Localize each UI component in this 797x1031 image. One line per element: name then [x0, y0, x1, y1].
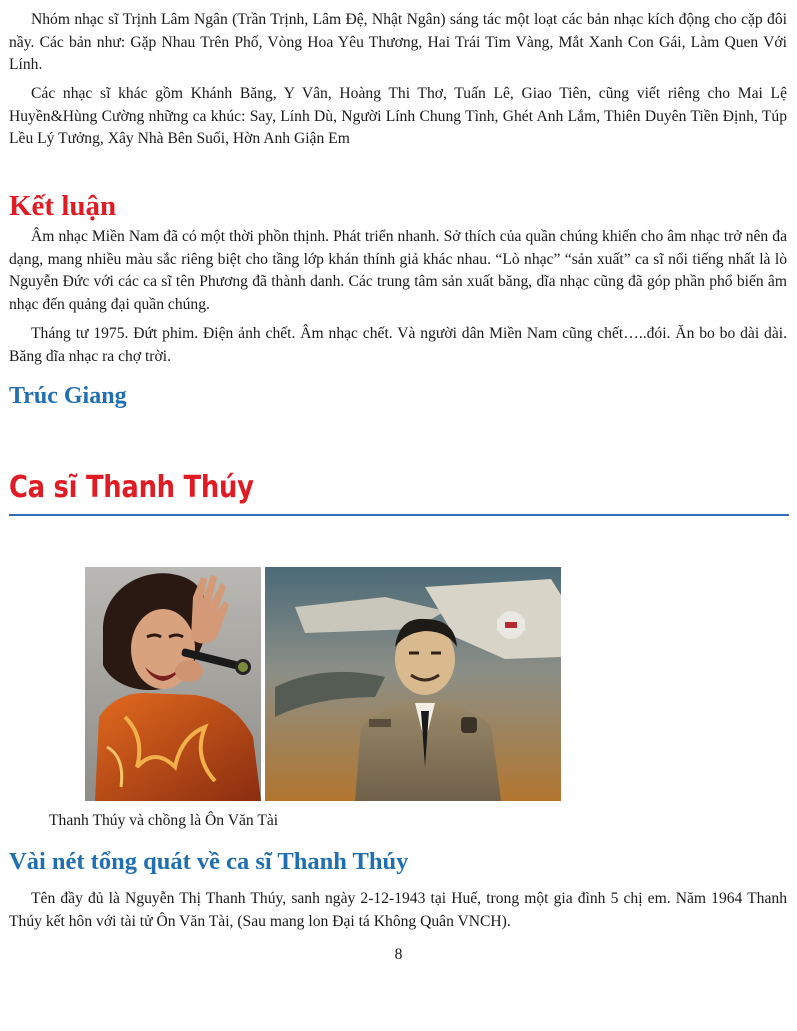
section-heading: Vài nét tổng quát về ca sĩ Thanh Thúy	[9, 848, 409, 875]
singer-photo-icon	[85, 567, 261, 801]
officer-photo-icon	[265, 567, 561, 801]
paragraph-other-composers: Các nhạc sĩ khác gồm Khánh Băng, Y Vân, Hoàng Thi Thơ, Tuấn Lê, Giao Tiên, cũng viết riêng cho Mai Lệ Huyền&Hùng Cường những ca khúc: Say, Lính Dù, Người Lính Chung Tình, Ghét Anh Lắm, Thiên Duyên Tiền Định, Túp Lều Lý Tưởng, Xây Nhà Bên Suối, Hờn Anh Giận Em	[9, 85, 787, 147]
paragraph-conclusion-2: Tháng tư 1975. Đứt phim. Điện ảnh chết. Âm nhạc chết. Và người dân Miền Nam cũng chết…..đói. Ăn bo bo dài dài. Băng dĩa nhạc ra chợ trời.	[9, 325, 787, 365]
paragraph-conclusion-1: Âm nhạc Miền Nam đã có một thời phồn thịnh. Phát triển nhanh. Sở thích của quần chúng khiến cho âm nhạc trở nên đa dạng, mang nhiều màu sắc riêng biệt cho tầng lớp khán thính giả khác nhau. “Lò nhạc” “sản xuất” ca sĩ nổi tiếng nhất là lò Nguyễn Đức với các ca sĩ tên Phương đã thành danh. Các trung tâm sản xuất băng, dĩa nhạc cũng đã góp phần phổ biến âm nhạc đến quảng đại quần chúng.	[9, 228, 787, 313]
author-name: Trúc Giang	[9, 383, 127, 409]
chapter-title: Ca sĩ Thanh Thúy	[9, 470, 254, 505]
photo-caption: Thanh Thúy và chồng là Ôn Văn Tài	[49, 812, 279, 829]
conclusion-heading: Kết luận	[9, 190, 117, 222]
page-number: 8	[394, 946, 403, 963]
title-underline	[9, 514, 789, 516]
paragraph-trinh-lam-ngan: Nhóm nhạc sĩ Trịnh Lâm Ngân (Trần Trịnh, Lâm Đệ, Nhật Ngân) sáng tác một loạt các bản nhạc kích động cho cặp đôi nầy. Các bản như: Gặp Nhau Trên Phố, Vòng Hoa Yêu Thương, Hai Trái Tim Vàng, Mắt Xanh Con Gái, Làm Quen Với Lính.	[9, 11, 787, 73]
paragraph-biography: Tên đầy đủ là Nguyễn Thị Thanh Thúy, sanh ngày 2-12-1943 tại Huế, trong một gia đình 5 chị em. Năm 1964 Thanh Thúy kết hôn với tài tử Ôn Văn Tài, (Sau mang lon Đại tá Không Quân VNCH).	[9, 890, 787, 930]
